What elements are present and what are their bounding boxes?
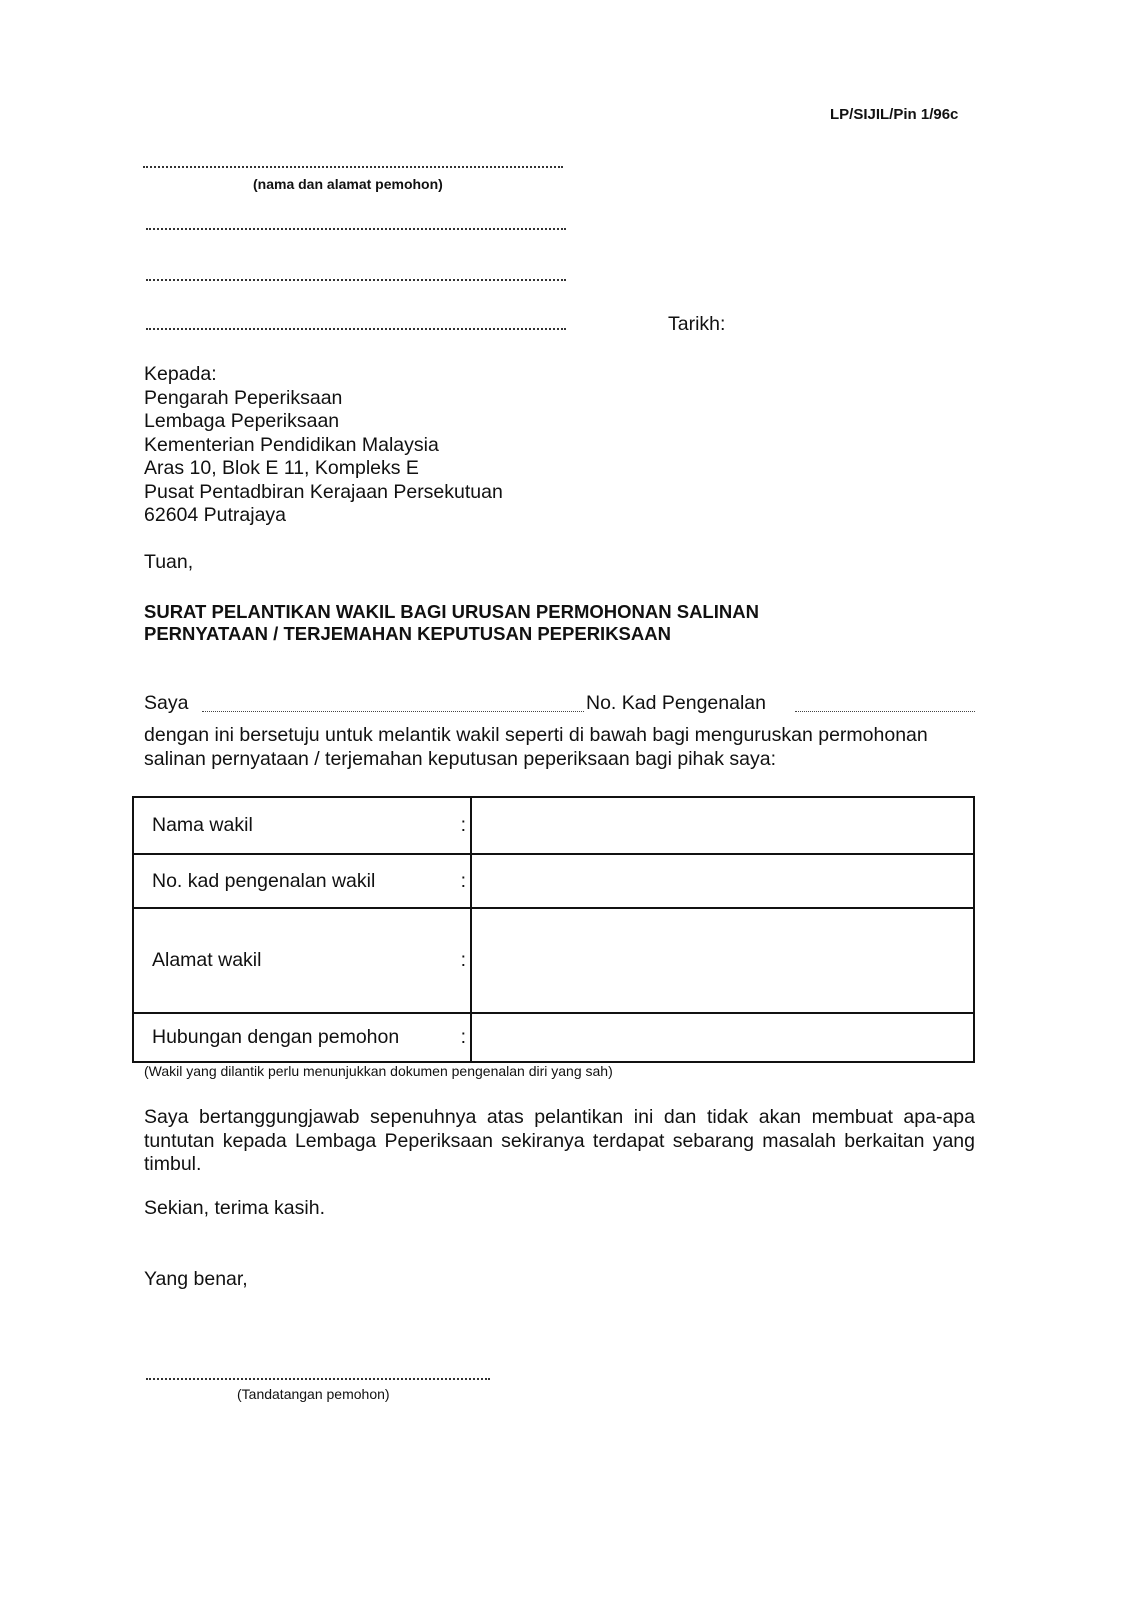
subject-line: SURAT PELANTIKAN WAKIL BAGI URUSAN PERMOHONAN SALINAN	[144, 601, 759, 622]
row-label	[133, 854, 471, 908]
recipient-line: 62604 Putrajaya	[144, 504, 287, 526]
row-label	[133, 797, 471, 854]
recipient-label: Kepada:	[144, 363, 217, 385]
applicant-caption: (nama dan alamat pemohon)	[253, 176, 443, 192]
table-note: (Wakil yang dilantik perlu menunjukkan dokumen pengenalan diri yang sah)	[144, 1063, 613, 1079]
applicant-address-line-2[interactable]	[146, 279, 566, 281]
row-label	[133, 908, 471, 1013]
subject-line: PERNYATAAN / TERJEMAHAN KEPUTUSAN PEPERIKSAAN	[144, 623, 671, 644]
label-text: Nama wakil	[152, 814, 253, 836]
representative-address-field[interactable]	[471, 908, 974, 1013]
recipient-line: Pengarah Peperiksaan	[144, 386, 343, 409]
applicant-address-line-3[interactable]	[146, 328, 566, 330]
reference-code: LP/SIJIL/Pin 1/96c	[830, 106, 959, 123]
sign-off: Yang benar,	[144, 1268, 248, 1290]
representative-relationship-field[interactable]	[471, 1013, 974, 1062]
declaration-text	[144, 724, 928, 771]
signature-line[interactable]	[146, 1378, 490, 1380]
ic-label: No. Kad Pengenalan	[586, 692, 766, 714]
date-label: Tarikh:	[668, 313, 726, 335]
representative-table	[132, 796, 975, 1063]
signature-caption: (Tandatangan pemohon)	[237, 1386, 390, 1402]
declaration-line: salinan pernyataan / terjemahan keputusan peperiksaan bagi pihak saya:	[144, 747, 777, 770]
applicant-ic-field[interactable]	[795, 711, 975, 712]
colon: :	[460, 869, 466, 892]
table-row	[133, 908, 974, 1013]
subject-heading	[144, 601, 759, 645]
recipient-line: Kementerian Pendidikan Malaysia	[144, 433, 439, 456]
table-row	[133, 854, 974, 908]
applicant-name-field[interactable]	[202, 711, 584, 712]
row-label	[133, 1013, 471, 1062]
representative-ic-field[interactable]	[471, 854, 974, 908]
recipient-block	[144, 363, 503, 528]
table-row	[133, 1013, 974, 1062]
colon: :	[460, 1026, 466, 1048]
salutation: Tuan,	[144, 551, 194, 573]
recipient-line: Lembaga Peperiksaan	[144, 410, 340, 432]
label-text: Alamat wakil	[152, 949, 262, 971]
applicant-name-line[interactable]	[143, 166, 563, 168]
applicant-address-line-1[interactable]	[146, 228, 566, 230]
representative-name-field[interactable]	[471, 797, 974, 854]
colon: :	[460, 814, 466, 836]
label-text: No. kad pengenalan wakil	[152, 869, 376, 892]
saya-label: Saya	[144, 692, 189, 714]
declaration-line: dengan ini bersetuju untuk melantik wakil seperti di bawah bagi menguruskan permohonan	[144, 724, 928, 746]
table-row	[133, 797, 974, 854]
colon: :	[460, 949, 466, 971]
label-text: Hubungan dengan pemohon	[152, 1026, 400, 1048]
closing: Sekian, terima kasih.	[144, 1197, 325, 1219]
recipient-line: Pusat Pentadbiran Kerajaan Persekutuan	[144, 480, 503, 503]
recipient-line: Aras 10, Blok E 11, Kompleks E	[144, 457, 419, 479]
responsibility-paragraph: Saya bertanggungjawab sepenuhnya atas pelantikan ini dan tidak akan membuat apa-apa tuntutan kepada Lembaga Peperiksaan sekiranya terdapat sebarang masalah berkaitan yang timbul.	[144, 1106, 975, 1175]
